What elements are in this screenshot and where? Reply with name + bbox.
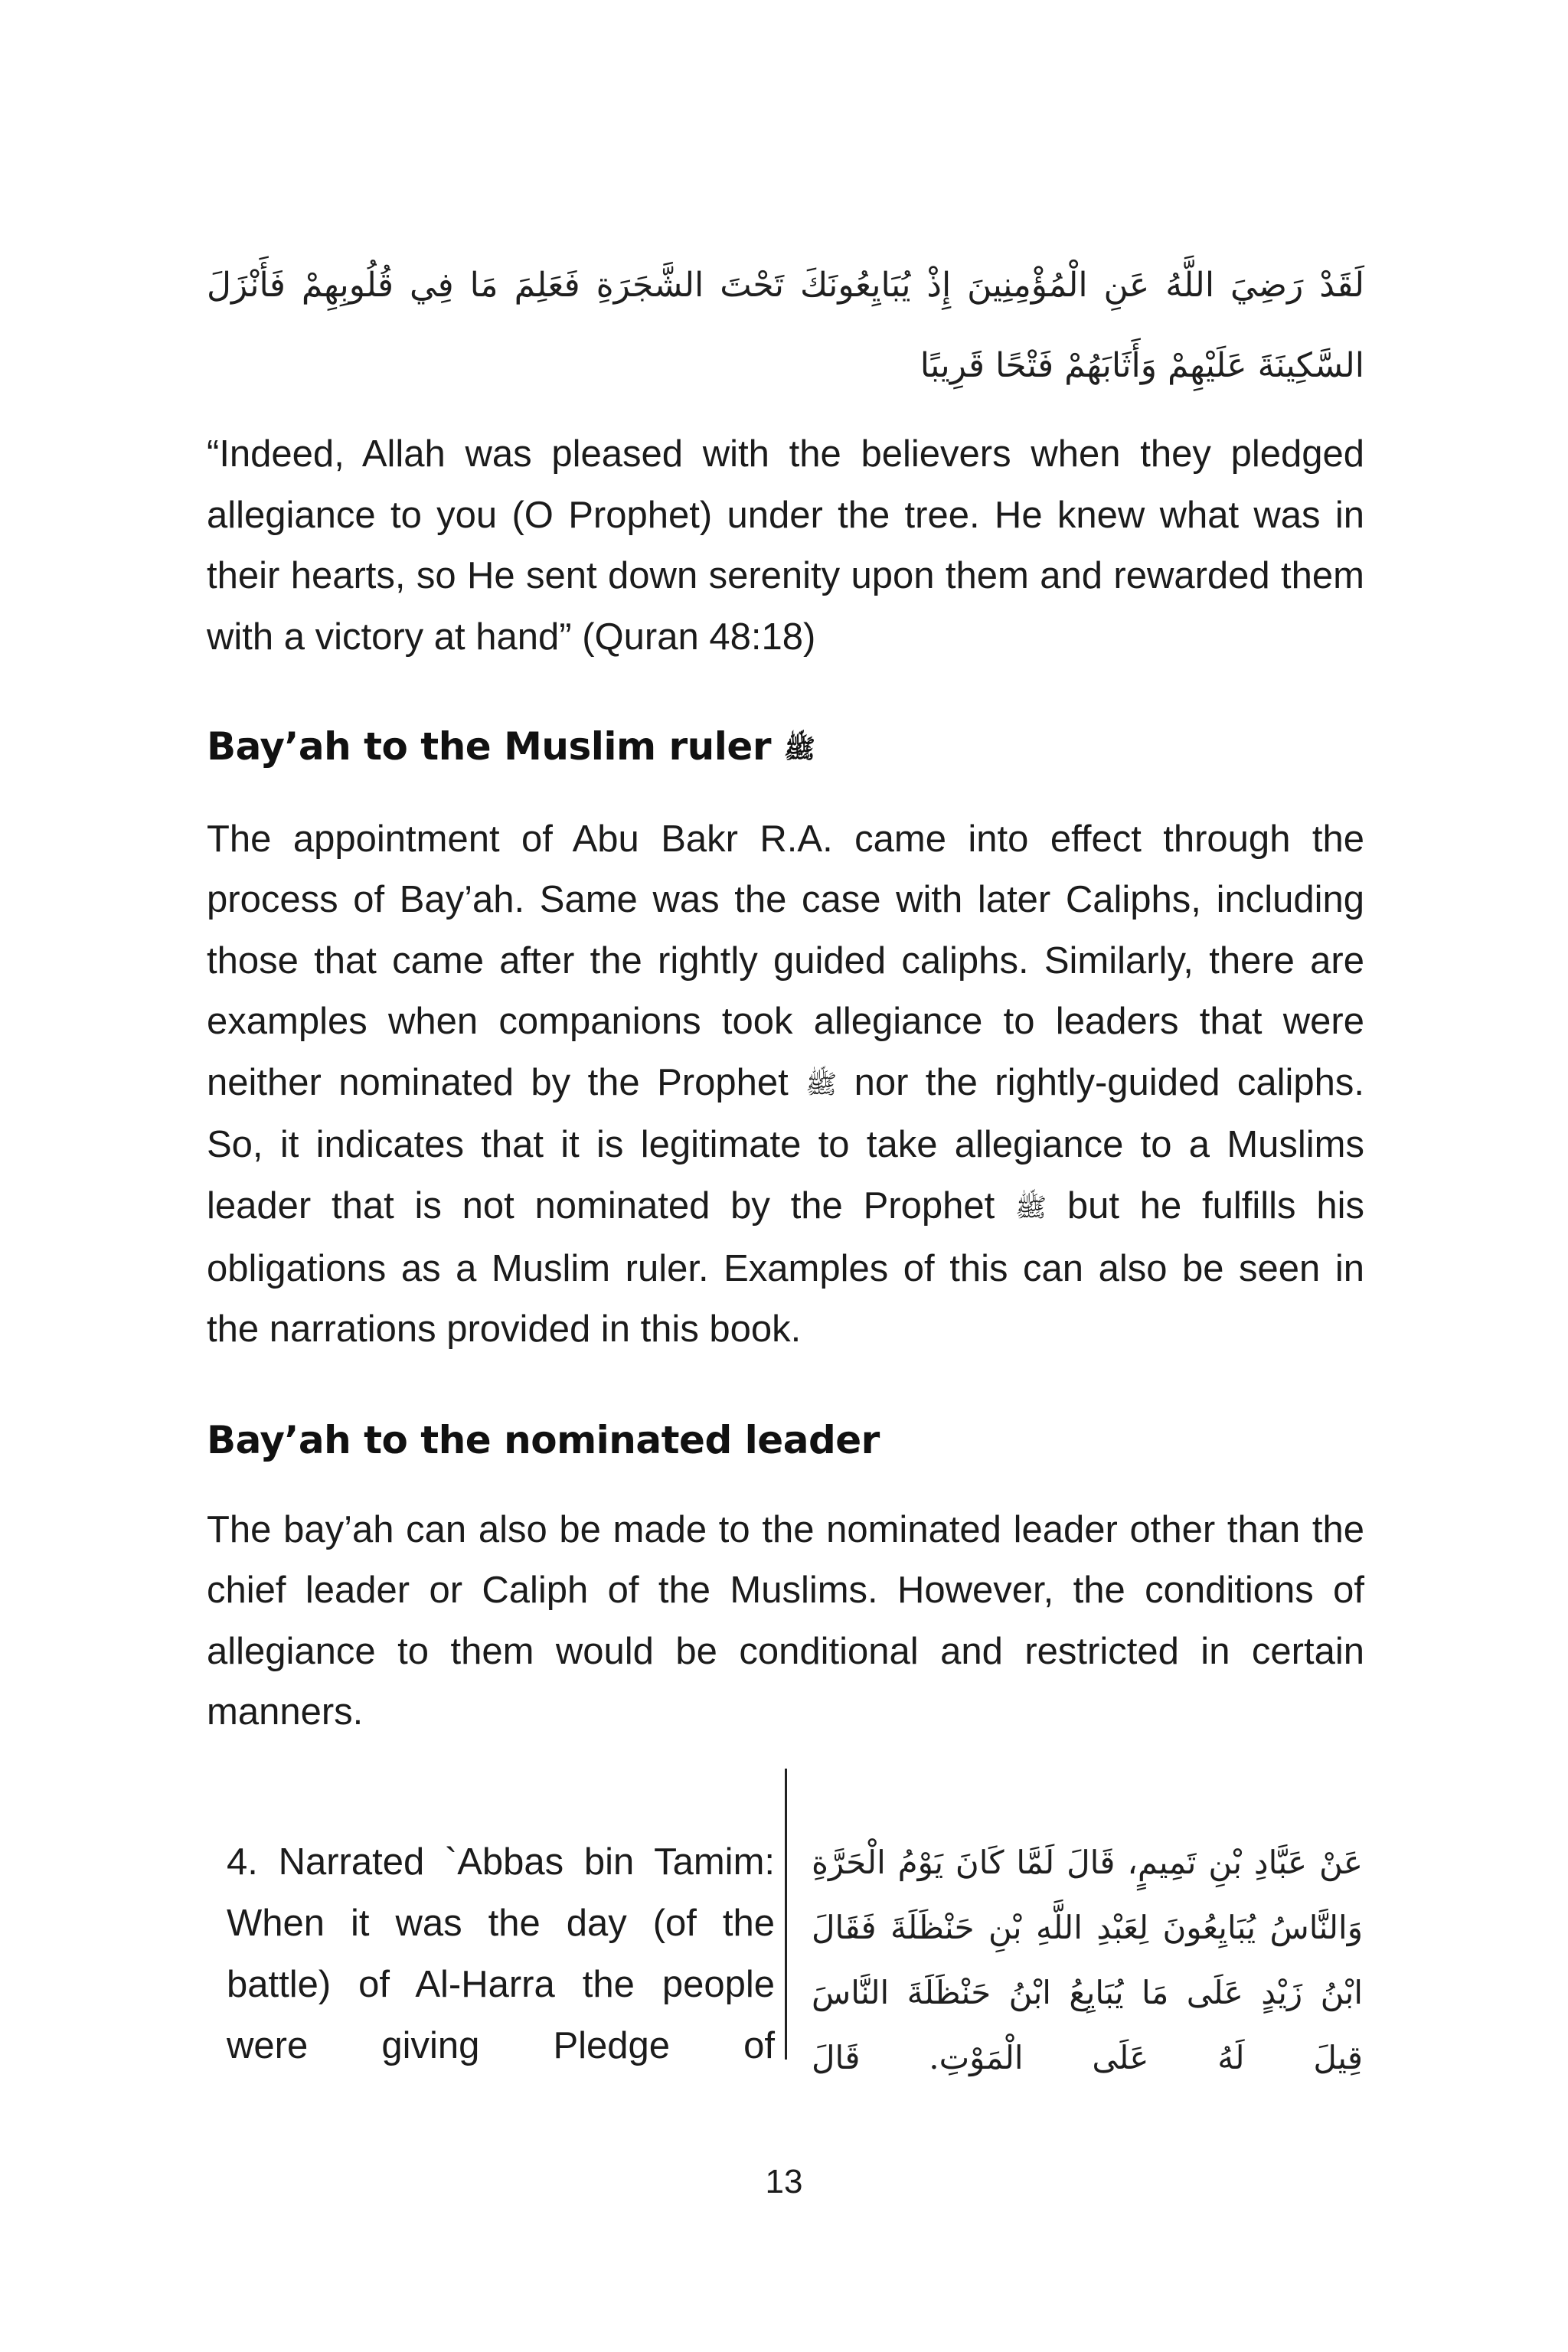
hadith-arabic: عَنْ عَبَّادِ بْنِ تَمِيمٍ، قَالَ لَمَّا كَانَ يَوْمُ الْحَرَّةِ وَالنَّاسُ يُبَايِعُونَ لِعَبْدِ اللَّهِ بْنِ حَنْظَلَةَ فَقَالَ ابْنُ زَيْدٍ عَلَى مَا يُبَايِعُ ابْنُ حَنْظَلَةَ النَّاسَ قِيلَ لَهُ عَلَى الْمَوْتِ. قَالَ [812,1844,1363,2076]
section-heading-text: Bay’ah to the Muslim ruler [207,724,771,769]
salawat-symbol: ﷺ [783,733,815,765]
paragraph-text: but he fulfills his obligations as a Muslim ruler. Examples of this can also be seen in the narrations provided in this book. [207,1184,1364,1351]
hadith-two-column [207,1769,1364,2076]
column-divider [785,1769,787,2060]
page-content [207,245,1364,2312]
paragraph-text: The appointment of Abu Bakr R.A. came into effect through the process of Bay’ah. Same was the case with later Caliphs, including those that came after the rightly guided caliphs. Similarly, there are examples when companions took allegiance to leaders that were neither nominated by the Prophet [207,818,1364,1103]
section-heading-muslim-ruler [207,716,1364,780]
quran-verse-arabic: لَقَدْ رَضِيَ اللَّهُ عَنِ الْمُؤْمِنِينَ إِذْ يُبَايِعُونَكَ تَحْتَ الشَّجَرَةِ فَعَلِمَ مَا فِي قُلُوبِهِمْ فَأَنْزَلَ السَّكِينَةَ عَلَيْهِمْ وَأَثَابَهُمْ فَتْحًا قَرِيبًا [207,266,1364,385]
quran-verse-translation: “Indeed, Allah was pleased with the believers when they pledged allegiance to you (O Prophet) under the tree. He knew what was in their hearts, so He sent down serenity upon them and rewarded them with a victory at hand” (Quran 48:18) [207,433,1364,658]
section-heading-nominated-leader: Bay’ah to the nominated leader [207,1417,880,1462]
paragraph-nominated-leader: The bay’ah can also be made to the nominated leader other than the chief leader or Caliph of the Muslims. However, the conditions of allegiance to them would be conditional and restricted in certain manners. [207,1508,1364,1733]
salawat-symbol: ﷺ [805,1068,838,1099]
salawat-symbol: ﷺ [1015,1192,1047,1223]
paragraph-text: nor the rightly-guided caliphs. So, it indicates that it is legitimate to take allegiance to a Muslims leader that is not nominated by the Prophet [207,1061,1364,1227]
paragraph-muslim-ruler [207,809,1364,1361]
page-number: 13 [765,2163,803,2200]
hadith-english: 4. Narrated `Abbas bin Tamim: When it was the day (of the battle) of Al-Harra the people were giving Pledge of [227,1841,775,2066]
